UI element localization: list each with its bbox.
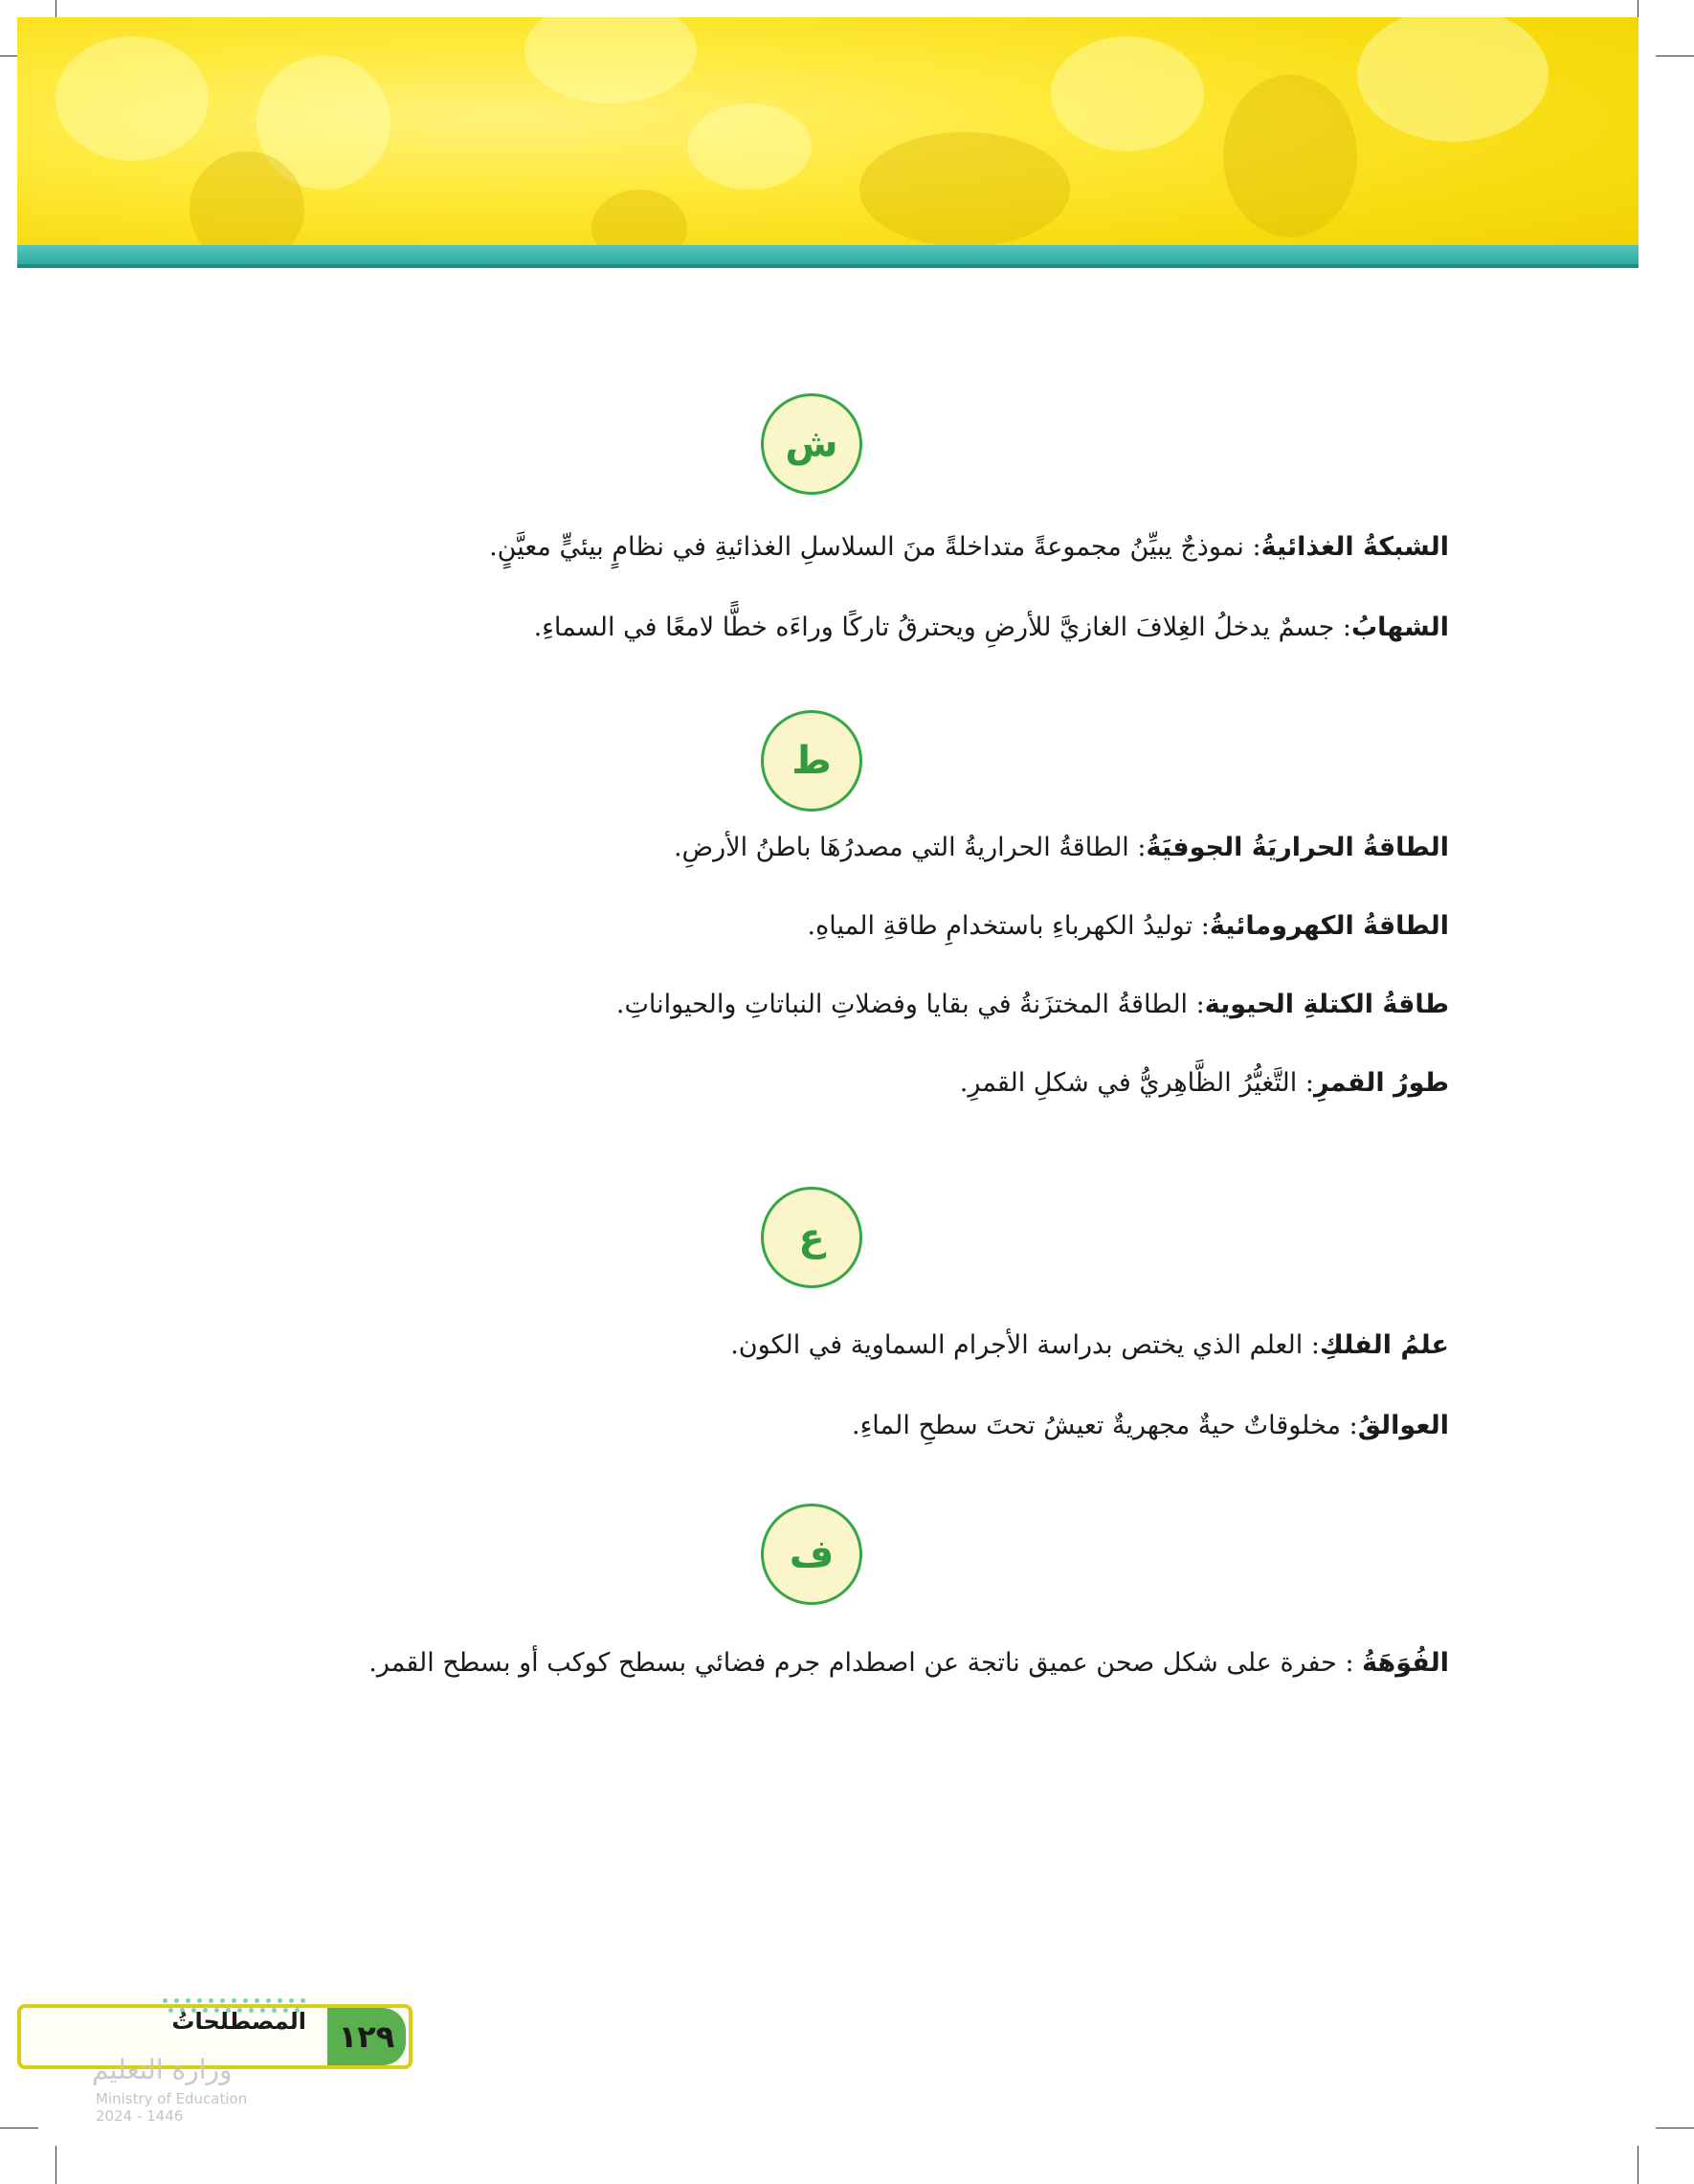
entry-definition: نموذجٌ يبيِّنُ مجموعةً متداخلةً منَ السلاسلِ الغذائيةِ في نظامٍ بيئيٍّ معيَّنٍ. bbox=[489, 532, 1244, 562]
section-letter-circle bbox=[761, 393, 862, 495]
section-letter: ش bbox=[785, 422, 838, 466]
section-letter-circle bbox=[761, 710, 862, 812]
entry-term: الفُوَهَةُ bbox=[1362, 1648, 1449, 1678]
entry-separator: : bbox=[1188, 990, 1205, 1019]
edition-year: 2024 - 1446 bbox=[96, 2107, 184, 2125]
entry-definition: الطاقةُ المختزَنةُ في بقايا وفضلاتِ النباتاتِ والحيواناتِ. bbox=[615, 990, 1189, 1019]
glossary-entry bbox=[730, 1326, 1449, 1365]
entry-term: الشبكةُ الغذائيةُ bbox=[1260, 532, 1449, 562]
entry-separator: : bbox=[1303, 1330, 1320, 1360]
header-stripe-line bbox=[17, 264, 1638, 268]
entry-separator: : bbox=[1336, 1648, 1363, 1678]
section-letter: ع bbox=[798, 1215, 825, 1259]
section-letter: ف bbox=[789, 1532, 835, 1576]
glossary-entry bbox=[808, 907, 1450, 946]
entry-separator: : bbox=[1243, 532, 1261, 562]
entry-definition: العلم الذي يختص بدراسة الأجرام السماوية في الكون. bbox=[730, 1330, 1304, 1360]
entry-definition: توليدُ الكهرباءِ باستخدامِ طاقةِ المياهِ. bbox=[807, 911, 1193, 941]
entry-term: طورُ القمرِ bbox=[1313, 1068, 1449, 1098]
entry-definition: الطاقةُ الحراريةُ التي مصدرُهَا باطنُ الأرضِ. bbox=[673, 833, 1129, 862]
entry-separator: : bbox=[1192, 911, 1210, 941]
entry-separator: : bbox=[1128, 833, 1147, 862]
entry-term: الطاقةُ الحراريَةُ الجوفيَةُ bbox=[1146, 833, 1449, 862]
glossary-entry bbox=[368, 1644, 1449, 1683]
header-banner bbox=[17, 17, 1638, 268]
glossary-entry bbox=[616, 986, 1449, 1024]
entry-term: الطاقةُ الكهرومائيةُ bbox=[1209, 911, 1449, 941]
ministry-name-english: Ministry of Education bbox=[96, 2090, 248, 2107]
entry-definition: مخلوقاتٌ حيةٌ مجهريةٌ تعيشُ تحتَ سطحِ الماءِ. bbox=[852, 1411, 1342, 1440]
entry-definition: جسمٌ يدخلُ الغِلافَ الغازيَّ للأرضِ ويحترقُ تاركًا وراءَه خطًّا لامعًا في السماءِ. bbox=[533, 613, 1335, 642]
entry-term: طاقةُ الكتلةِ الحيوية bbox=[1204, 990, 1449, 1019]
glossary-entry bbox=[489, 528, 1449, 567]
glossary-entry bbox=[960, 1064, 1449, 1103]
glossary-entry bbox=[534, 609, 1449, 647]
footer-chapter-title: المصطلحاتُ bbox=[171, 2008, 306, 2035]
entry-term: علمُ الفلكِ bbox=[1319, 1330, 1449, 1360]
entry-definition: التَّغيُّرُ الظَّاهِريُّ في شكلِ القمرِ. bbox=[959, 1068, 1298, 1098]
entry-separator: : bbox=[1334, 613, 1352, 642]
section-letter: ط bbox=[791, 739, 832, 783]
page-number: ١٢٩ bbox=[327, 2008, 406, 2065]
ministry-name-arabic: وزارة التعليم bbox=[92, 2054, 233, 2085]
entry-definition: حفرة على شكل صحن عميق ناتجة عن اصطدام جرم فضائي بسطح كوكب أو بسطح القمر. bbox=[368, 1648, 1337, 1678]
glossary-entry bbox=[852, 1407, 1449, 1445]
glossary-entry bbox=[674, 829, 1449, 867]
section-letter-circle bbox=[761, 1187, 862, 1288]
entry-term: العوالقُ bbox=[1357, 1411, 1449, 1440]
section-letter-circle bbox=[761, 1504, 862, 1605]
entry-separator: : bbox=[1297, 1068, 1314, 1098]
entry-separator: : bbox=[1341, 1411, 1358, 1440]
entry-term: الشهابُ bbox=[1351, 613, 1449, 642]
